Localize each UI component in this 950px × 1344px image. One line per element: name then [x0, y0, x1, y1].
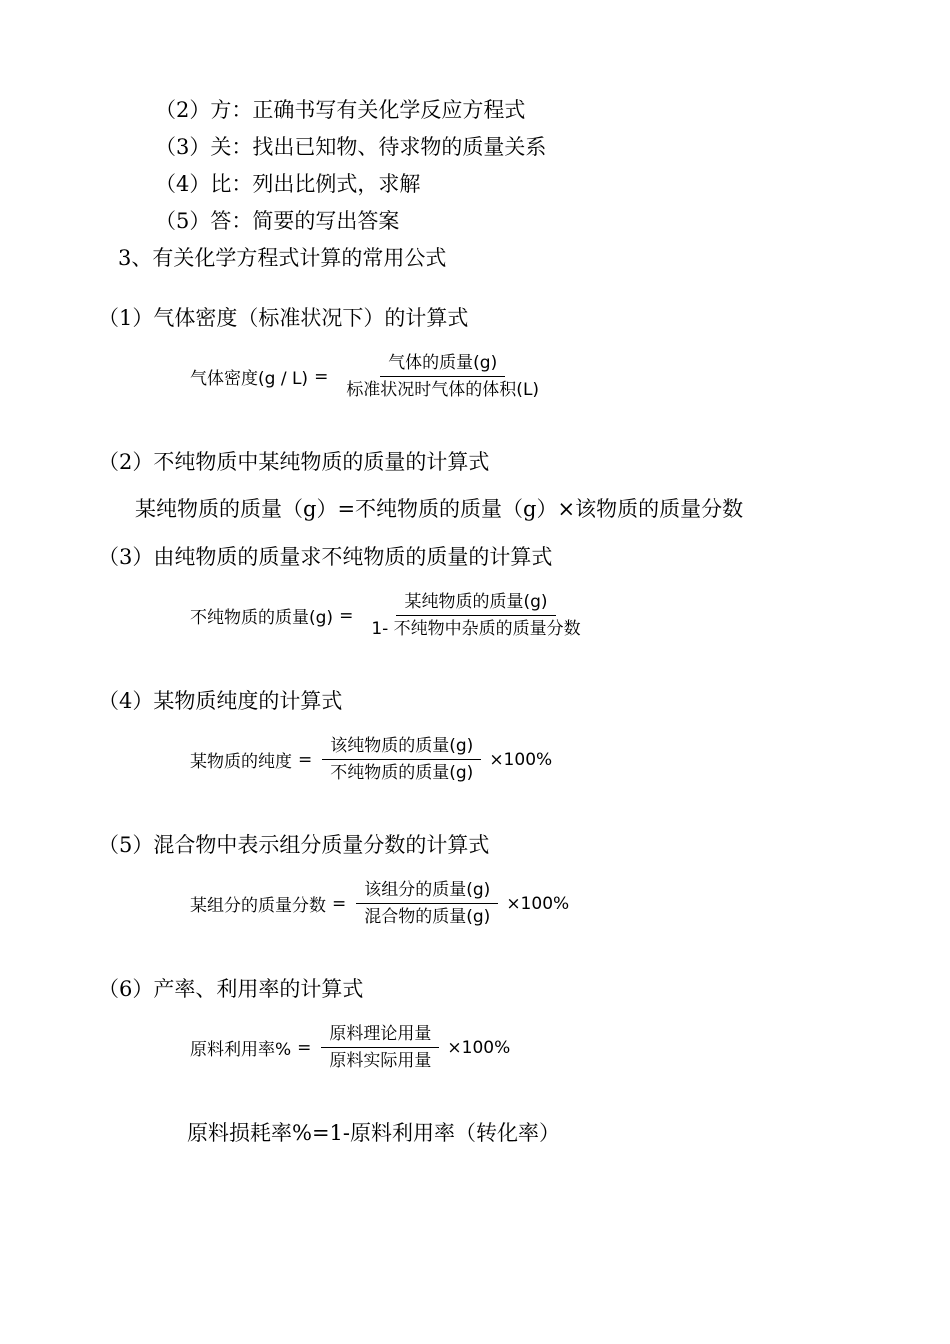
step-4: （4）比：列出比例式，求解	[155, 172, 421, 196]
equals-sign: =	[314, 366, 329, 387]
formula-4-heading: （4）某物质纯度的计算式	[98, 689, 343, 713]
formula-6-fraction	[321, 1023, 439, 1072]
formula-1	[190, 352, 551, 401]
step-3: （3）关：找出已知物、待求物的质量关系	[155, 135, 547, 159]
formula-1-lhs: 气体密度(g / L)	[190, 369, 309, 389]
formula-4-lhs: 某物质的纯度	[190, 752, 292, 772]
formula-6-numerator: 原料理论用量	[321, 1023, 439, 1048]
formula-3-heading: （3）由纯物质的质量求不纯物质的质量的计算式	[98, 545, 553, 569]
formula-6-multiplier: ×100%	[447, 1037, 511, 1058]
formula-3-fraction	[363, 591, 588, 640]
formula-5-lhs: 某组分的质量分数	[190, 896, 326, 916]
equals-sign: =	[297, 1037, 312, 1058]
formula-3-numerator: 某纯物质的质量(g)	[396, 591, 555, 616]
step-5: （5）答：简要的写出答案	[155, 209, 400, 233]
formula-5-multiplier: ×100%	[506, 893, 570, 914]
formula-1-denominator: 标准状况时气体的体积(L)	[346, 380, 540, 400]
formula-4-multiplier: ×100%	[489, 749, 553, 770]
formula-5-heading: （5）混合物中表示组分质量分数的计算式	[98, 833, 490, 857]
formula-2-text: 某纯物质的质量（g）=不纯物质的质量（g）×该物质的质量分数	[135, 497, 744, 521]
formula-6-lhs: 原料利用率%	[190, 1040, 292, 1060]
formula-3-denominator: 1- 不纯物中杂质的质量分数	[371, 619, 581, 639]
formula-4-fraction	[322, 735, 481, 784]
formula-5	[190, 879, 569, 928]
formula-3	[190, 591, 593, 640]
formula-1-fraction	[338, 352, 547, 401]
formula-4	[190, 735, 552, 784]
section-title: 3、有关化学方程式计算的常用公式	[118, 246, 447, 270]
formula-5-fraction	[356, 879, 498, 928]
formula-1-heading: （1）气体密度（标准状况下）的计算式	[98, 306, 469, 330]
formula-2-heading: （2）不纯物质中某纯物质的质量的计算式	[98, 450, 490, 474]
formula-5-numerator: 该组分的质量(g)	[356, 879, 498, 904]
formula-6-extra: 原料损耗率%=1-原料利用率（转化率）	[187, 1121, 561, 1145]
formula-6-heading: （6）产率、利用率的计算式	[98, 977, 364, 1001]
equals-sign: =	[332, 893, 347, 914]
equals-sign: =	[298, 749, 313, 770]
formula-1-numerator: 气体的质量(g)	[380, 352, 505, 377]
formula-4-denominator: 不纯物质的质量(g)	[330, 763, 474, 783]
formula-6-denominator: 原料实际用量	[329, 1051, 432, 1071]
step-2: （2）方：正确书写有关化学反应方程式	[155, 98, 526, 122]
formula-6	[190, 1023, 510, 1072]
equals-sign: =	[339, 605, 354, 626]
formula-4-numerator: 该纯物质的质量(g)	[322, 735, 481, 760]
formula-3-lhs: 不纯物质的质量(g)	[190, 608, 334, 628]
formula-5-denominator: 混合物的质量(g)	[364, 907, 491, 927]
